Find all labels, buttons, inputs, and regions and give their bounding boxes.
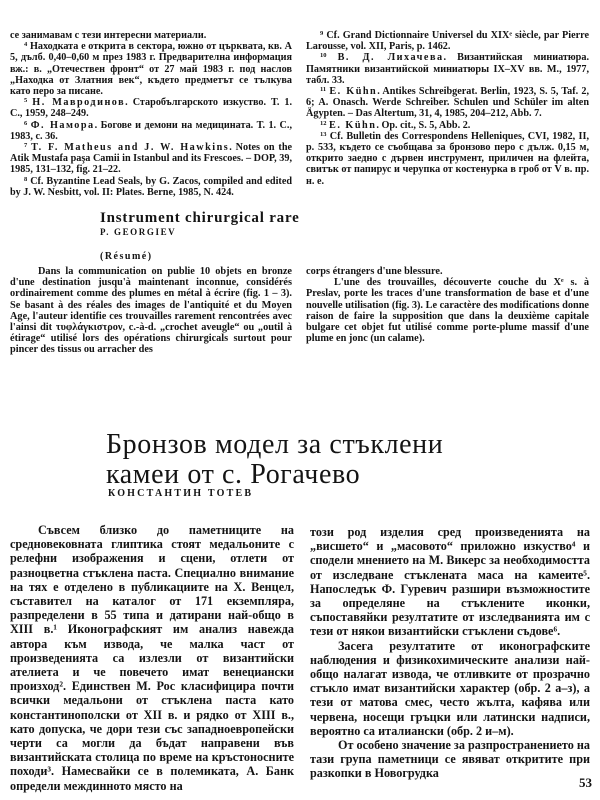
footnote-author: E. Kühn [329,86,378,98]
footnote-author: Н. Мавродинов [32,97,126,109]
resume-left-column [10,266,292,356]
article-paragraph: Съвсем близко до паметниците на средновековната глиптика стоят медальоните с релефни изображения и сцени, отлети от разноцветна стъклена паста. Специално внимание на тях е отделено в публикациите на Х. Венцел, съставител на каталог от 171 екземпляра, разпределени в 55 типа и датирани най-общо в XIII в.¹ Иконографският им анализ навежда автора към извода, че малка част от произведенията са излезли от византийски ателиета и че повечето имат венециански произход². Единствен М. Рос класифицира почти всички медальони от стъклена паста като константинополски от XII в. и рядко от XIII в., като допуска, че дори тези със западноевропейски черти са могли да бъдат направени във византийската столица по време на кръстоносните походи³. Намесвайки се в полемиката, А. Банк определи междинното място на [10,523,294,793]
footnote-12: $^{12}$ E. Kühn. Op. cit., S. 5, Abb. 2. [320,119,471,131]
resume-label: (Résumé) [100,251,153,262]
article-right-column [310,525,590,781]
resume-continuation: corps étrangers d'une blessure. [306,266,443,277]
footnote-author: T. F. Matheus and J. W. Hawkins [31,142,230,154]
footnotes-right-column [306,30,589,187]
resume-title: Instrument chirurgical rare [100,210,300,226]
resume-right-column [306,266,589,344]
footnote-4: $^4$ Находката е открита в сектора, южно от църквата, кв. А 5, дълб. 0,40–0,60 м през 1983 г. Предварителна информация вж.: в. „Отечествен фронт“ от 27 май 1983 г. под наслов „Находка от Златния век“, където предметът се тълкува като перо за писане. [10,41,293,98]
footnote-author: E. Kühn [329,119,377,131]
footnote-6: $^6$ Ф. Намора. Богове и демони на медицината. Т. 1. С., 1983, с. 36. [10,119,292,142]
footnote-author: В. Д. Лихачева [337,52,444,64]
footnote-7: $^7$ T. F. Matheus and J. W. Hawkins. Notes on the Atik Mustafa paşa Camii in Istanbul and its Frescoes. – DOP, 39, 1985, 131–132, fig. 21–22. [10,142,293,176]
resume-author: P. GEORGIEV [100,227,177,237]
article-paragraph: Засега резултатите от иконографските наблюдения и физикохимическите анализи най-общо налагат извода, че отливките от прозрачно стъкло имат византийски характер (обр. 2 а–з), а тези от матова смес, често жълта, кафява или червена, носещи гръцки или латински надписи, вероятно са италиански (обр. 2 и–м). [310,638,590,738]
footnotes-left-column [10,30,292,198]
article-author: КОНСТАНТИН ТОТЕВ [108,488,254,499]
footnote-continuation: се занимавам с тези интересни материали. [10,30,207,41]
footnote-10: $^{10}$ В. Д. Лихачева. Византийская миниатюра. Памятники византийской миниатюры IX–XV вв. М., 1977, табл. 33. [306,52,589,86]
footnote-5: $^5$ Н. Мавродинов. Старобългарското изкуство. Т. 1. С., 1959, 248–249. [10,97,293,120]
resume-paragraph: L'une des trouvailles, découverte couche du Xᵉ s. à Preslav, porte les traces d'une transformation de base et d'une nouvelle utilisation (fig. 3). Le caractère des modifications donne raison de faire la supposition que dans la deuxième capitale bulgare cet objet fut utilisé comme porte-plume massif d'une plume en jonc (un calame). [306,277,589,345]
article-left-column [10,523,294,793]
footnote-8: $^8$ Cf. Byzantine Lead Seals, by G. Zacos, compiled and edited by J. W. Nesbitt, vol. II: Plates. Berne, 1985, N. 424. [10,175,293,198]
resume-paragraph: Dans la communication on publie 10 objets en bronze d'une destination jusqu'à maintenant inconnue, considérés ordinairement comme des plumes en métal à écrire (fig. 1 – 3). Se basant à des réales des images de l'antiquité et du Moyen Age, l'auteur identifie ces trouvailles rarement rencontrées avec l'ainsi dit τυφλάγκιστρον, c.-à-d. „crochet aveugle“ ou „outil à étirage“ utilisé lors des opérations chirurgicals surtout pour pincer des tissus ou arracher des [10,266,292,356]
footnote-13: $^{13}$ Cf. Bulletin des Correspondens Helleniques, CVI, 1982, II, p. 533, където се съобщава за бронзово перо с дълж. 0,15 м, открито заедно с дървен инструмент, приличен на флейта, свитък от папирус и черупка от костенурка в гроб от V в. пр. н. е. [306,130,589,187]
article-title-line-2: камеи от с. Рогачево [106,459,361,490]
article-title [106,430,443,490]
article-paragraph: От особено значение за разпространението на тази група паметници се явяват откритите при разкопки в Новогрудка [310,738,591,781]
page-number: 53 [579,775,592,790]
footnote-9: $^9$ Cf. Grand Dictionnaire Universel du XIXᵉ siècle, par Pierre Larousse, vol. XII, Paris, p. 1462. [306,30,589,53]
article-title-line-1: Бронзов модел за стъклени [106,429,444,460]
footnote-author: Ф. Намора [30,119,95,131]
article-continuation: този род изделия сред произведенията на „висшето“ и „масовото“ приложно изкуство⁴ и сподели мнението на М. Викерс за необходимостта от изследване стъклената маса на камеите⁵. Напоследък Ф. Гуревич разшири възможностите за определяне на стъклените иконки, съпоставяйки резултатите от изследванията им с тези от някои византийски стъклени съдове⁶. [310,525,590,639]
footnote-11: $^{11}$ E. Kühn. Antikes Schreibgerat. Berlin, 1923, S. 5, Taf. 2, 6; A. Onasch. Werde Schreiber. Schulen und Schüler im alten Ägypten. – Das Altertum, 31, 4, 1985, 204–212, Abb. 7. [306,86,590,120]
